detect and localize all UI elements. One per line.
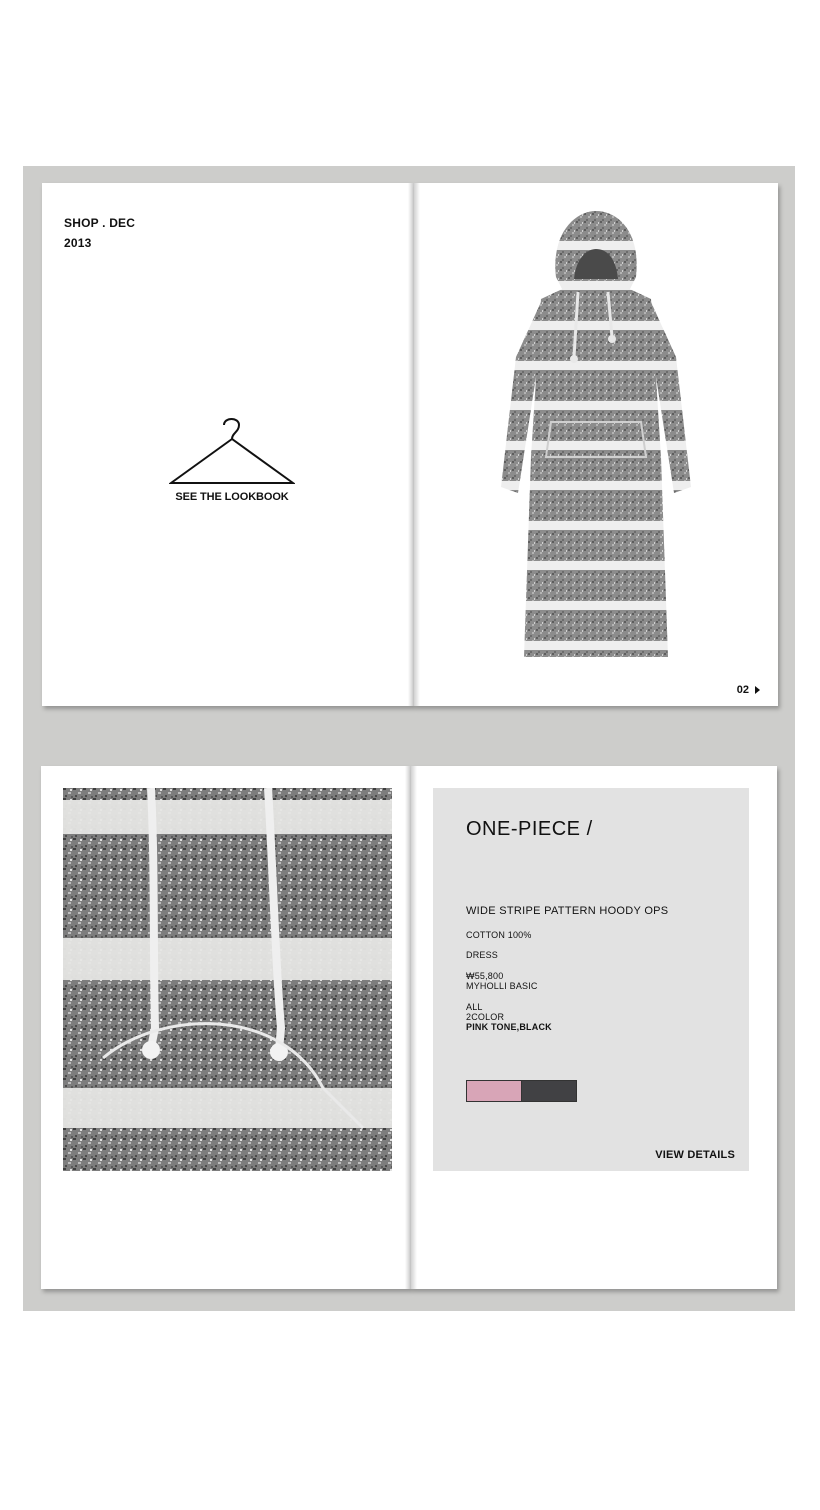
striped-hoody-dress-photo <box>496 207 696 667</box>
product-color-count: 2COLOR <box>466 1012 505 1022</box>
color-swatches <box>466 1080 577 1102</box>
see-lookbook-link[interactable] <box>169 415 295 505</box>
product-price: ₩55,800 <box>466 971 504 981</box>
product-info-panel <box>433 788 749 1171</box>
product-size: ALL <box>466 1002 483 1012</box>
hanger-icon <box>169 415 295 489</box>
top-left-page <box>42 183 414 706</box>
product-heading: ONE-PIECE / <box>466 818 593 840</box>
product-category: DRESS <box>466 950 499 960</box>
shop-title-line2: 2013 <box>64 236 92 250</box>
bottom-left-page <box>41 766 411 1289</box>
shop-title-line1: SHOP . DEC <box>64 216 136 230</box>
product-name: WIDE STRIPE PATTERN HOODY OPS <box>466 905 669 917</box>
product-colors: PINK TONE,BLACK <box>466 1022 552 1032</box>
triangle-right-icon <box>755 686 760 694</box>
next-page-link[interactable] <box>737 684 760 696</box>
swatch-pink[interactable] <box>467 1081 521 1101</box>
product-brand: MYHOLLI BASIC <box>466 981 538 991</box>
page-fold <box>411 766 417 1289</box>
page-number: 02 <box>736 684 749 696</box>
top-right-page <box>414 183 778 706</box>
lookbook-stage <box>23 166 795 1311</box>
bottom-right-page <box>411 766 777 1289</box>
view-details-link[interactable]: VIEW DETAILS <box>655 1149 735 1161</box>
knit-stripe-detail-photo <box>63 788 392 1171</box>
product-material: COTTON 100% <box>466 930 532 940</box>
page-fold <box>414 183 420 706</box>
swatch-black[interactable] <box>521 1081 576 1101</box>
see-lookbook-label: SEE THE LOOKBOOK <box>175 491 289 503</box>
shop-title <box>64 213 135 253</box>
